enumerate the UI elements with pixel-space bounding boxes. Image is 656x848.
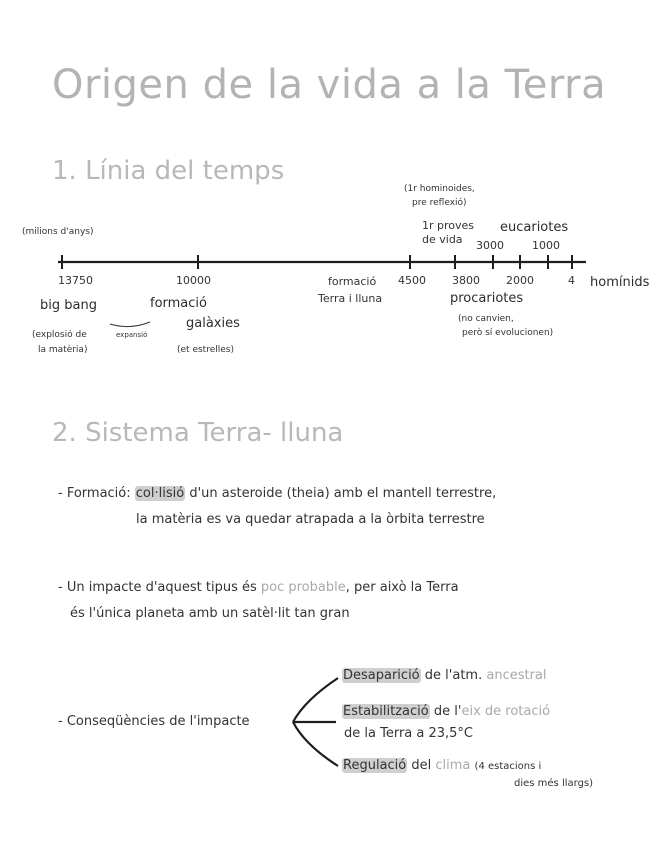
paragraph-1-line-2: la matèria es va quedar atrapada a la òrbita terrestre — [136, 512, 485, 527]
expansion-label: expansió — [116, 331, 148, 339]
section-2-heading: 2. Sistema Terra- lluna — [52, 418, 344, 448]
hominoids-note-1: (1r hominoides, — [404, 184, 475, 194]
big-bang-note-1: (explosió de — [32, 330, 87, 340]
big-bang-note-2: la matèria) — [38, 345, 88, 355]
paragraph-2-line-1 — [58, 580, 459, 595]
hominids-label: homínids — [590, 275, 650, 290]
big-bang-label: big bang — [40, 298, 97, 313]
consequences-brace — [293, 678, 338, 766]
p2-grey: poc probable — [260, 580, 346, 595]
section-1-heading: 1. Línia del temps — [52, 156, 285, 186]
tick-label-2000: 2000 — [506, 274, 534, 287]
galaxies-label-1: formació — [150, 296, 207, 311]
eukaryotes-label: eucariotes — [500, 220, 569, 235]
c1-highlight: Desaparició — [343, 668, 420, 683]
page-title: Origen de la vida a la Terra — [52, 62, 607, 108]
p1-start: - Formació: — [58, 486, 131, 501]
tick-label-4: 4 — [568, 274, 575, 287]
c1-grey: ancestral — [486, 668, 547, 683]
p1-rest: d'un asteroide (theia) amb el mantell terrestre, — [189, 486, 497, 501]
c3-grey: clima — [435, 758, 471, 773]
timeline-units: (milions d'anys) — [22, 227, 94, 237]
tick-label-10000: 10000 — [176, 274, 211, 287]
tick-label-13750: 13750 — [58, 274, 93, 287]
earth-moon-formation-2: Terra i lluna — [318, 292, 383, 305]
consequence-1 — [342, 668, 547, 683]
c1-text: de l'atm. — [424, 668, 483, 683]
stars-note: (et estrelles) — [177, 345, 234, 355]
p1-highlight: col·lisió — [135, 486, 185, 501]
paragraph-1-line-1 — [58, 486, 496, 501]
tick-label-3000: 3000 — [476, 239, 504, 252]
consequence-3 — [342, 758, 541, 773]
c3-note: (4 estacions i — [474, 761, 542, 772]
paragraph-2-line-2: és l'única planeta amb un satèl·lit tan gran — [70, 606, 350, 621]
hominoids-note-2: pre reflexió) — [412, 198, 467, 208]
earth-moon-formation-1: formació — [328, 275, 377, 288]
prokaryotes-label: procariotes — [450, 291, 524, 306]
tick-label-3800: 3800 — [452, 274, 480, 287]
expansion-arrow — [110, 322, 150, 327]
consequence-2 — [342, 704, 550, 719]
first-life-evidence-2: de vida — [422, 233, 463, 246]
tick-label-1000: 1000 — [532, 239, 560, 252]
consequence-3-line-2: dies més llargs) — [514, 778, 594, 789]
c3-text: del — [411, 758, 432, 773]
c2-text: de l' — [433, 704, 462, 719]
c3-highlight: Regulació — [343, 758, 407, 773]
prokaryotes-note-2: però sí evolucionen) — [462, 328, 554, 338]
p2-start: - Un impacte d'aquest tipus és — [58, 580, 257, 595]
prokaryotes-note-1: (no canvien, — [458, 314, 514, 324]
first-life-evidence-1: 1r proves — [422, 219, 475, 232]
consequences-label: - Conseqüències de l'impacte — [58, 714, 250, 729]
c2-highlight: Estabilització — [343, 704, 429, 719]
p2-rest: , per això la Terra — [345, 580, 459, 595]
c2-grey: eix de rotació — [461, 704, 551, 719]
tick-label-4500: 4500 — [398, 274, 426, 287]
galaxies-label-2: galàxies — [186, 316, 240, 331]
consequence-2-line-2: de la Terra a 23,5°C — [344, 726, 474, 741]
